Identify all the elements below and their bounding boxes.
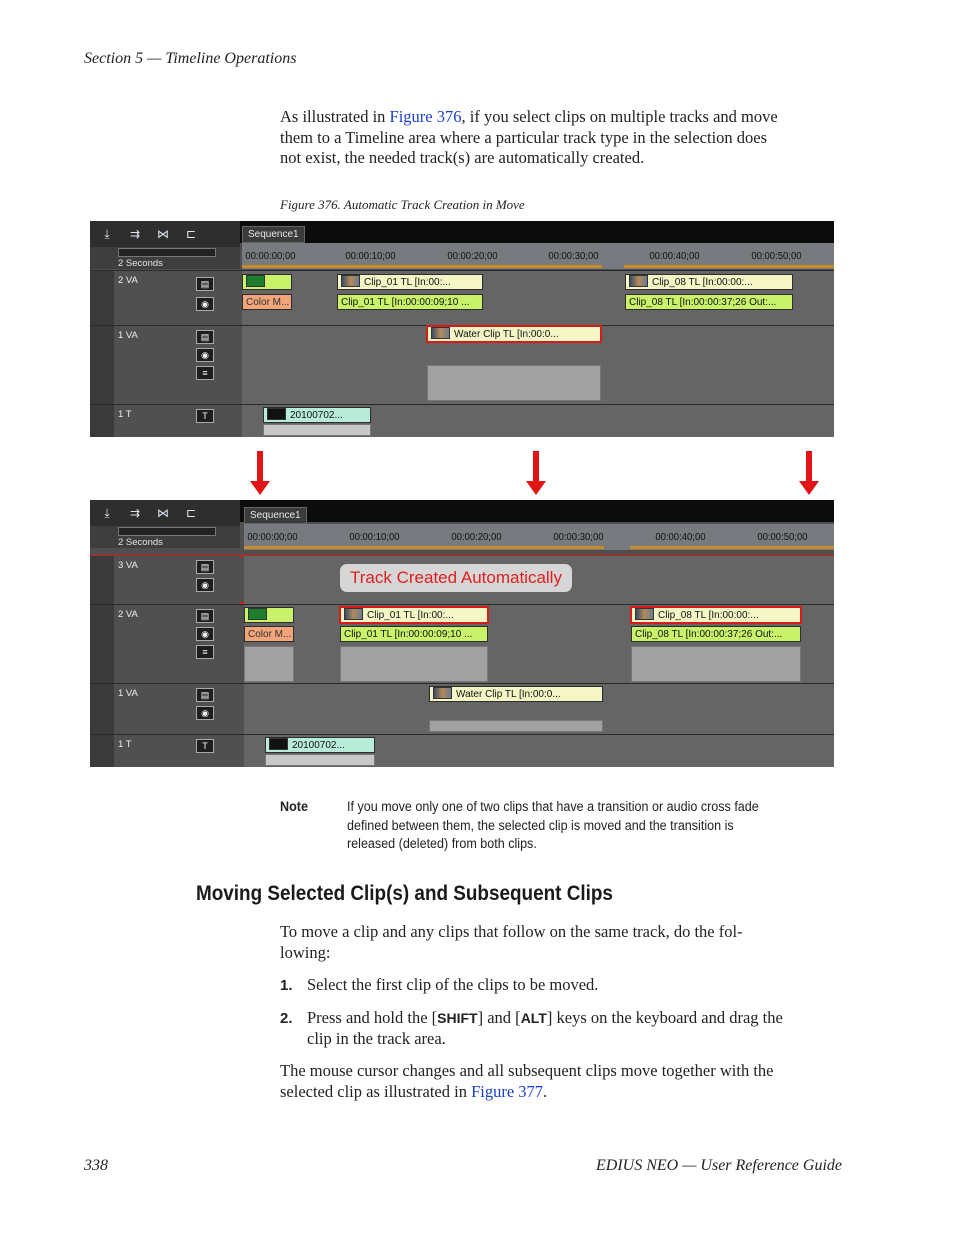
timeline-toolbar [90, 500, 240, 526]
mix-icon: ⋈ [157, 506, 169, 520]
track-area[interactable] [242, 405, 834, 437]
track-header[interactable] [90, 271, 240, 325]
zoom-slider[interactable] [118, 248, 216, 257]
body-line: To move a clip and any clips that follow on the same track, do the fol- [280, 922, 743, 941]
intro-line-3: not exist, the needed track(s) are automatically created. [280, 148, 645, 167]
track-label: 3 VA [118, 560, 138, 571]
track-label: 1 T [118, 739, 132, 750]
audio-icon[interactable]: ◉ [196, 706, 214, 720]
water-clip-video[interactable]: Water Clip TL [In:00:0... [427, 326, 601, 342]
step-2-part: ] and [ [477, 1008, 521, 1027]
ruler-tick: 00:00:40;00 [655, 532, 706, 543]
track-1va [90, 683, 834, 734]
body-text: . [543, 1081, 548, 1101]
ruler-tick: 00:00:10;00 [345, 251, 396, 262]
track-side-column [90, 326, 114, 404]
alt-key: ALT [520, 1010, 547, 1026]
clip08-video[interactable]: Clip_08 TL [In:00:00:... [625, 274, 793, 290]
audio-icon[interactable]: ◉ [196, 348, 214, 362]
ruler-tick: 00:00:00;00 [245, 251, 296, 262]
track-label: 2 VA [118, 609, 138, 620]
set-in-icon: ⤓ [104, 506, 110, 520]
video-icon[interactable]: ▤ [196, 560, 214, 574]
running-header: Section 5 — Timeline Operations [84, 50, 297, 67]
track-side-column [90, 271, 114, 325]
track-area[interactable] [244, 684, 834, 734]
clip08-audio[interactable]: Clip_08 TL [In:00:00:37;26 Out:... [625, 294, 793, 310]
page-number: 338 [84, 1157, 108, 1174]
figure-376-link[interactable]: Figure 376 [389, 107, 462, 126]
body-text: selected clip as illustrated in [280, 1081, 472, 1101]
track-area[interactable] [242, 271, 834, 325]
note-text [347, 798, 793, 854]
track-2va [90, 270, 834, 325]
track-label: 1 T [118, 409, 132, 420]
note-label: Note [280, 798, 309, 814]
body-paragraph-2 [280, 1061, 850, 1102]
track-label: 1 VA [118, 688, 138, 699]
ruler-tick: 00:00:40;00 [649, 251, 700, 262]
track-3va-created [90, 555, 834, 604]
video-icon[interactable]: ▤ [196, 277, 214, 291]
zoom-slider[interactable] [118, 527, 216, 536]
clip01-video[interactable]: Clip_01 TL [In:00:... [340, 607, 488, 623]
audio-icon[interactable]: ◉ [196, 578, 214, 592]
track-header[interactable] [90, 684, 240, 734]
audio-icon[interactable]: ◉ [196, 297, 214, 311]
sequence-tab[interactable]: Sequence1 [244, 507, 307, 524]
sequence-tabstrip [240, 221, 834, 243]
track-side-column [90, 735, 114, 767]
video-icon[interactable]: ▤ [196, 609, 214, 623]
step-2-line-2: clip in the track area. [307, 1028, 446, 1048]
clip08-video[interactable]: Clip_08 TL [In:00:00:... [631, 607, 801, 623]
time-ruler[interactable] [242, 243, 834, 269]
intro-text: As illustrated in [280, 107, 390, 126]
clip01-audio[interactable]: Clip_01 TL [In:00:00:09;10 ... [337, 294, 483, 310]
step-2-number: 2. [280, 1010, 293, 1027]
title-icon[interactable]: T [196, 739, 214, 753]
video-icon[interactable]: ▤ [196, 330, 214, 344]
title-clip-mixer[interactable] [263, 424, 371, 436]
track-area[interactable] [244, 735, 834, 767]
clip01-audio-wave[interactable] [340, 646, 488, 682]
body-paragraph-1 [280, 922, 850, 963]
color-clip-video[interactable] [242, 274, 292, 290]
step-2-part: Press and hold the [ [307, 1008, 438, 1027]
figure-377-link[interactable]: Figure 377 [471, 1081, 544, 1101]
title-clip-mixer[interactable] [265, 754, 375, 766]
track-side-column [90, 556, 114, 604]
intro-line-2: them to a Timeline area where a particular track type in the selection does [280, 127, 768, 147]
track-side-column [90, 405, 114, 437]
set-in-icon: ⤓ [104, 227, 110, 241]
zoom-control [90, 526, 240, 548]
time-ruler[interactable] [244, 524, 834, 550]
track-header[interactable] [90, 735, 240, 767]
ruler-range-bar [624, 265, 834, 268]
section-heading: Moving Selected Clip(s) and Subsequent Clips [196, 882, 613, 905]
color-clip[interactable]: Color M... [242, 294, 292, 310]
track-header[interactable] [90, 405, 240, 437]
zoom-level[interactable]: 2 Seconds [118, 537, 163, 548]
zoom-level[interactable]: 2 Seconds [118, 258, 163, 269]
ruler-tick: 00:00:00;00 [247, 532, 298, 543]
ruler-tick: 00:00:20;00 [451, 532, 502, 543]
track-mode-icon: ⊏ [185, 506, 197, 520]
intro-paragraph [280, 107, 850, 169]
step-2-text [307, 1008, 852, 1049]
step-1-text: Select the first clip of the clips to be moved. [307, 975, 599, 994]
down-arrow [533, 451, 539, 485]
ruler-tick: 00:00:50;00 [757, 532, 808, 543]
body-line: lowing: [280, 942, 331, 962]
track-area[interactable] [244, 605, 834, 683]
audio-icon[interactable]: ◉ [196, 627, 214, 641]
track-side-column [90, 605, 114, 683]
shift-key: SHIFT [437, 1010, 478, 1026]
track-created-banner: Track Created Automatically [340, 564, 572, 592]
track-2va [90, 604, 834, 683]
water-clip-video[interactable]: Water Clip TL [In:00:0... [429, 686, 603, 702]
title-clip[interactable]: 20100702... [265, 737, 375, 753]
title-clip[interactable]: 20100702... [263, 407, 371, 423]
note-line: defined between them, the selected clip is moved and the transition is [347, 817, 734, 833]
note-line: If you move only one of two clips that have a transition or audio cross fade [347, 799, 759, 814]
sequence-tabstrip [240, 500, 834, 522]
track-mode-icon: ⊏ [185, 227, 197, 241]
down-arrow [806, 451, 812, 485]
ruler-tick: 00:00:20;00 [447, 251, 498, 262]
water-clip-audio[interactable] [427, 365, 601, 401]
track-1t [90, 404, 834, 437]
color-clip-video[interactable] [244, 607, 294, 623]
ripple-icon: ⇉ [129, 506, 141, 520]
ripple-icon: ⇉ [129, 227, 141, 241]
step-2-part: ] keys on the keyboard and drag the [546, 1008, 783, 1027]
track-area[interactable] [242, 326, 834, 404]
color-clip[interactable]: Color M... [244, 626, 294, 642]
timeline-toolbar [90, 221, 240, 247]
ruler-tick: 00:00:30;00 [553, 532, 604, 543]
ruler-range-bar [244, 546, 604, 549]
ruler-tick: 00:00:50;00 [751, 251, 802, 262]
clip01-video[interactable]: Clip_01 TL [In:00:... [337, 274, 483, 290]
down-arrow [257, 451, 263, 485]
ruler-range-bar [630, 546, 834, 549]
video-icon[interactable]: ▤ [196, 688, 214, 702]
mix-icon: ⋈ [157, 227, 169, 241]
track-1t [90, 734, 834, 767]
ruler-tick: 00:00:30;00 [548, 251, 599, 262]
track-label: 1 VA [118, 330, 138, 341]
water-clip-audio[interactable] [429, 720, 603, 732]
timeline-screenshot-after [90, 500, 834, 767]
timeline-screenshot-before [90, 221, 834, 437]
track-label: 2 VA [118, 275, 138, 286]
footer-title: EDIUS NEO — User Reference Guide [595, 1157, 842, 1174]
clip08-audio-wave[interactable] [631, 646, 801, 682]
ruler-range-bar [242, 265, 602, 268]
step-1-number: 1. [280, 977, 293, 994]
track-side-column [90, 684, 114, 734]
figure-caption: Figure 376. Automatic Track Creation in Move [280, 197, 525, 212]
track-1va [90, 325, 834, 404]
title-icon[interactable]: T [196, 409, 214, 423]
clip08-audio[interactable]: Clip_08 TL [In:00:00:37;26 Out:... [631, 626, 801, 642]
note-line: released (deleted) from both clips. [347, 836, 537, 851]
color-clip-audio[interactable] [244, 646, 294, 682]
track-header[interactable] [90, 556, 240, 604]
track-header[interactable] [90, 605, 240, 683]
clip01-audio[interactable]: Clip_01 TL [In:00:00:09;10 ... [340, 626, 488, 642]
intro-text-cont: , if you select clips on multiple tracks and move [461, 107, 778, 126]
zoom-control [90, 247, 240, 269]
mix-icon[interactable]: ≡ [196, 366, 214, 380]
track-header[interactable] [90, 326, 240, 404]
mix-icon[interactable]: ≡ [196, 645, 214, 659]
body-line: The mouse cursor changes and all subsequent clips move together with the [280, 1061, 774, 1080]
track-area[interactable] [244, 556, 834, 604]
ruler-tick: 00:00:10;00 [349, 532, 400, 543]
sequence-tab[interactable]: Sequence1 [242, 226, 305, 243]
